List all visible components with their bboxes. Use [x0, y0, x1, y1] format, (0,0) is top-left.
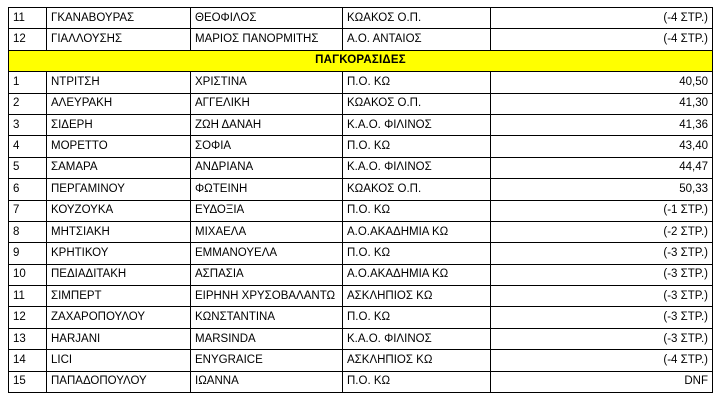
surname-cell: ΚΟΥΖΟΥΚΑ [47, 200, 191, 221]
first-name-cell: ΕΜΜΑΝΟΥΕΛΑ [191, 243, 343, 264]
results-body [9, 8, 713, 393]
time-cell: (-1 ΣΤΡ.) [491, 200, 713, 221]
surname-cell: ΜΟΡΕΤΤΟ [47, 136, 191, 157]
rank-cell: 12 [9, 29, 47, 50]
first-name-cell: ΘΕΟΦΙΛΟΣ [191, 8, 343, 29]
rank-cell: 4 [9, 136, 47, 157]
rank-cell: 14 [9, 350, 47, 371]
surname-cell: ΣΙΜΠΕΡΤ [47, 286, 191, 307]
rank-cell: 5 [9, 157, 47, 178]
first-name-cell: MARSINDA [191, 328, 343, 349]
table-row [9, 200, 713, 221]
table-row [9, 157, 713, 178]
time-cell: (-2 ΣΤΡ.) [491, 221, 713, 242]
section-title: ΠΑΓΚΟΡΑΣΙΔΕΣ [9, 50, 713, 71]
first-name-cell: ENYGRAICE [191, 350, 343, 371]
table-row [9, 221, 713, 242]
first-name-cell: ΜΙΧΑΕΛΑ [191, 221, 343, 242]
table-row [9, 29, 713, 50]
club-cell: Κ.Α.Ο. ΦΙΛΙΝΟΣ [343, 157, 491, 178]
rank-cell: 2 [9, 93, 47, 114]
time-cell: 41,36 [491, 114, 713, 135]
time-cell: 44,47 [491, 157, 713, 178]
table-row [9, 72, 713, 93]
surname-cell: HARJANI [47, 328, 191, 349]
club-cell: Π.Ο. ΚΩ [343, 307, 491, 328]
first-name-cell: ΖΩΗ ΔΑΝΑΗ [191, 114, 343, 135]
table-row [9, 93, 713, 114]
surname-cell: ΠΑΠΑΔΟΠΟΥΛΟΥ [47, 371, 191, 392]
club-cell: Α.Ο. ΑΝΤΑΙΟΣ [343, 29, 491, 50]
results-table [8, 7, 713, 393]
first-name-cell: ΚΩΝΣΤΑΝΤΙΝΑ [191, 307, 343, 328]
surname-cell: ΓΙΑΛΛΟΥΣΗΣ [47, 29, 191, 50]
surname-cell: ΣΑΜΑΡΑ [47, 157, 191, 178]
surname-cell: ΝΤΡΙΤΣΗ [47, 72, 191, 93]
table-row [9, 328, 713, 349]
club-cell: Π.Ο. ΚΩ [343, 243, 491, 264]
table-row [9, 350, 713, 371]
rank-cell: 6 [9, 179, 47, 200]
time-cell: 50,33 [491, 179, 713, 200]
time-cell: (-3 ΣΤΡ.) [491, 328, 713, 349]
rank-cell: 15 [9, 371, 47, 392]
club-cell: Α.Ο.ΑΚΑΔΗΜΙΑ ΚΩ [343, 221, 491, 242]
rank-cell: 7 [9, 200, 47, 221]
first-name-cell: ΙΩΑΝΝΑ [191, 371, 343, 392]
surname-cell: LICI [47, 350, 191, 371]
club-cell: Π.Ο. ΚΩ [343, 72, 491, 93]
club-cell: ΚΩΑΚΟΣ Ο.Π. [343, 8, 491, 29]
surname-cell: ΠΕΡΓΑΜΙΝΟΥ [47, 179, 191, 200]
first-name-cell: ΣΟΦΙΑ [191, 136, 343, 157]
rank-cell: 9 [9, 243, 47, 264]
time-cell: (-3 ΣΤΡ.) [491, 264, 713, 285]
rank-cell: 12 [9, 307, 47, 328]
surname-cell: ΣΙΔΕΡΗ [47, 114, 191, 135]
club-cell: Κ.Α.Ο. ΦΙΛΙΝΟΣ [343, 114, 491, 135]
club-cell: ΑΣΚΛΗΠΙΟΣ ΚΩ [343, 350, 491, 371]
club-cell: Κ.Α.Ο. ΦΙΛΙΝΟΣ [343, 328, 491, 349]
surname-cell: ΠΕΔΙΑΔΙΤΑΚΗ [47, 264, 191, 285]
rank-cell: 11 [9, 8, 47, 29]
rank-cell: 3 [9, 114, 47, 135]
surname-cell: ΜΗΤΣΙΑΚΗ [47, 221, 191, 242]
time-cell: (-4 ΣΤΡ.) [491, 350, 713, 371]
table-row [9, 179, 713, 200]
table-row [9, 8, 713, 29]
club-cell: Α.Ο.ΑΚΑΔΗΜΙΑ ΚΩ [343, 264, 491, 285]
time-cell: (-3 ΣΤΡ.) [491, 286, 713, 307]
time-cell: (-4 ΣΤΡ.) [491, 29, 713, 50]
first-name-cell: ΑΝΔΡΙΑΝΑ [191, 157, 343, 178]
rank-cell: 11 [9, 286, 47, 307]
section-header-row [9, 50, 713, 71]
surname-cell: ΖΑΧΑΡΟΠΟΥΛΟΥ [47, 307, 191, 328]
rank-cell: 10 [9, 264, 47, 285]
club-cell: Π.Ο. ΚΩ [343, 136, 491, 157]
time-cell: 43,40 [491, 136, 713, 157]
first-name-cell: ΜΑΡΙΟΣ ΠΑΝΟΡΜΙΤΗΣ [191, 29, 343, 50]
rank-cell: 1 [9, 72, 47, 93]
table-row [9, 114, 713, 135]
club-cell: ΚΩΑΚΟΣ Ο.Π. [343, 179, 491, 200]
club-cell: ΑΣΚΛΗΠΙΟΣ ΚΩ [343, 286, 491, 307]
time-cell: 41,30 [491, 93, 713, 114]
table-row [9, 264, 713, 285]
table-row [9, 243, 713, 264]
first-name-cell: ΕΥΔΟΞΙΑ [191, 200, 343, 221]
surname-cell: ΓΚΑΝΑΒΟΥΡΑΣ [47, 8, 191, 29]
club-cell: Π.Ο. ΚΩ [343, 200, 491, 221]
time-cell: 40,50 [491, 72, 713, 93]
rank-cell: 13 [9, 328, 47, 349]
club-cell: Π.Ο. ΚΩ [343, 371, 491, 392]
rank-cell: 8 [9, 221, 47, 242]
time-cell: (-3 ΣΤΡ.) [491, 307, 713, 328]
surname-cell: ΑΛΕΥΡΑΚΗ [47, 93, 191, 114]
table-row [9, 371, 713, 392]
first-name-cell: ΑΣΠΑΣΙΑ [191, 264, 343, 285]
first-name-cell: ΦΩΤΕΙΝΗ [191, 179, 343, 200]
first-name-cell: ΑΓΓΕΛΙΚΗ [191, 93, 343, 114]
first-name-cell: ΕΙΡΗΝΗ ΧΡΥΣΟΒΑΛΑΝΤΩ [191, 286, 343, 307]
table-row [9, 307, 713, 328]
table-row [9, 286, 713, 307]
time-cell: (-4 ΣΤΡ.) [491, 8, 713, 29]
time-cell: (-3 ΣΤΡ.) [491, 243, 713, 264]
table-row [9, 136, 713, 157]
time-cell: DNF [491, 371, 713, 392]
surname-cell: ΚΡΗΤΙΚΟΥ [47, 243, 191, 264]
club-cell: ΚΩΑΚΟΣ Ο.Π. [343, 93, 491, 114]
first-name-cell: ΧΡΙΣΤΙΝΑ [191, 72, 343, 93]
